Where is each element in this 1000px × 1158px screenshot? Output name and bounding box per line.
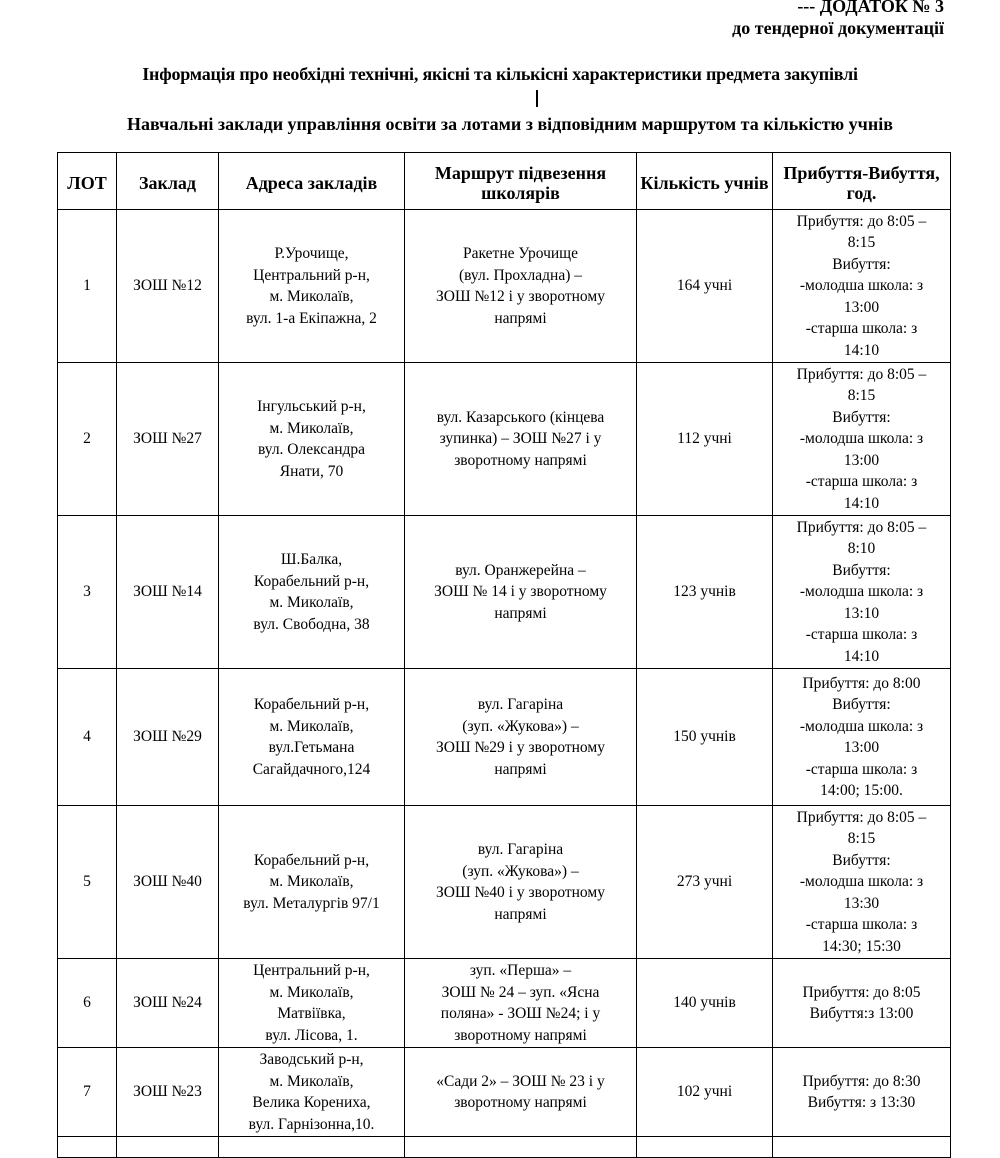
address-line: вул. Лісова, 1. [265,1026,358,1044]
address-line: вул. Свободна, 38 [253,615,370,633]
appendix-subtitle: до тендерної документації [732,18,944,38]
school-cell: ЗОШ №40 [117,806,219,959]
table-row [58,210,951,363]
address-line: Ш.Балка, [280,551,343,568]
address-cell [219,806,405,959]
route-line: зупинка) – ЗОШ №27 і у [439,430,602,448]
schedule-cell [773,1048,951,1137]
schedule-line: Прибуття: до 8:05 [802,983,921,1001]
schedule-line: 8:15 [847,387,876,405]
schedule-line: 13:00 [843,451,880,469]
empty-cell [405,1137,637,1158]
column-header-route: Маршрут підвезення школярів [405,153,637,210]
lot-cell: 5 [58,806,117,959]
column-header-lot: ЛОТ [58,153,117,210]
school-cell: ЗОШ №24 [117,959,219,1048]
route-line: поляна» - ЗОШ №24; і у [440,1005,601,1022]
empty-cell [219,1137,405,1158]
address-line: Корабельний р-н, [253,572,370,590]
lot-cell: 3 [58,516,117,669]
schedule-line: -старша школа: з [805,916,918,934]
route-line: ЗОШ №12 і у зворотному [436,288,605,305]
route-line: напрямі [494,760,547,778]
route-line: ЗОШ №29 і у зворотному [436,739,605,756]
address-line: вул. 1-а Екіпажна, 2 [246,309,377,327]
schedule-line: Прибуття: до 8:05 – [796,808,927,826]
route-line: (зуп. «Жукова») – [462,717,579,735]
address-line: м. Миколаїв, [269,983,354,1001]
schedule-line: Вибуття: [832,696,891,713]
school-cell: ЗОШ №29 [117,669,219,806]
schedule-line: 14:10 [843,494,880,512]
schedule-line: -молодша школа: з [799,717,924,735]
empty-cell [117,1137,219,1158]
route-line: Ракетне Урочище [463,245,578,262]
appendix-title: --- ДОДАТОК № 3 [797,0,944,16]
address-line: Корабельний р-н, [253,696,370,713]
schedule-line: 13:10 [843,604,880,622]
schedule-line: -молодша школа: з [799,583,924,601]
schedule-cell [773,210,951,363]
address-line: вул.Гетьмана [268,739,355,756]
address-line: Інгульський р-н, [257,398,366,415]
table-row [58,959,951,1048]
document-subtitle: Навчальні заклади управління освіти за лотами з відповідним маршрутом та кількістю учнів [127,114,893,134]
schedule-line: Вибуття: з 13:30 [807,1094,916,1111]
schedule-line: Вибуття: [832,255,891,273]
route-line: зворотному напрямі [454,1094,587,1111]
address-line: Корабельний р-н, [253,851,370,869]
school-cell: ЗОШ №27 [117,363,219,516]
lots-table [57,152,951,1158]
address-line: м. Миколаїв, [269,717,354,735]
address-cell [219,363,405,516]
schedule-cell [773,806,951,959]
route-line: напрямі [494,905,547,923]
route-line: ЗОШ №40 і у зворотному [436,884,605,901]
route-line: напрямі [494,309,547,327]
address-line: Р.Урочище, [274,245,349,262]
column-header-schedule: Прибуття-Вибуття, год. [773,153,951,210]
route-line: зуп. «Перша» – [469,962,572,979]
table-row [58,516,951,669]
schedule-line: Вибуття:з 13:00 [809,1005,914,1022]
schedule-cell [773,959,951,1048]
schedule-line: Прибуття: до 8:30 [802,1072,921,1090]
route-line: вул. Гагаріна [477,841,564,858]
route-line: вул. Казарського (кінцева [436,408,605,426]
route-cell [405,959,637,1048]
address-line: м. Миколаїв, [269,288,354,305]
route-line: ЗОШ № 24 – зуп. «Ясна [441,983,600,1001]
column-header-students: Кількість учнів [637,153,773,210]
route-line: (вул. Прохладна) – [458,266,583,284]
students-cell: 123 учнів [637,516,773,669]
empty-cell [773,1137,951,1158]
route-line: (зуп. «Жукова») – [462,862,579,880]
route-line: вул. Оранжерейна – [455,561,586,579]
route-cell [405,210,637,363]
address-cell [219,1048,405,1137]
school-cell: ЗОШ №12 [117,210,219,363]
schedule-line: 13:00 [843,739,880,756]
route-cell [405,1048,637,1137]
address-line: м. Миколаїв, [269,594,354,611]
lot-cell: 4 [58,669,117,806]
address-line: Центральний р-н, [253,962,370,979]
column-header-address: Адреса закладів [219,153,405,210]
schedule-cell [773,516,951,669]
route-line: «Сади 2» – ЗОШ № 23 і у [436,1072,605,1090]
address-line: Янати, 70 [279,462,344,480]
school-cell: ЗОШ №14 [117,516,219,669]
address-line: Матвіївка, [277,1005,346,1022]
address-line: вул. Гарнізонна,10. [248,1115,375,1133]
schedule-line: 14:10 [843,647,880,665]
address-line: Заводський р-н, [259,1051,364,1068]
lot-cell: 1 [58,210,117,363]
schedule-line: -старша школа: з [805,320,918,338]
column-header-school: Заклад [117,153,219,210]
schedule-line: -старша школа: з [805,626,918,644]
address-line: вул. Олександра [257,441,366,458]
schedule-line: Вибуття: [832,561,891,579]
schedule-line: 8:10 [847,540,876,558]
schedule-line: Прибуття: до 8:00 [802,674,921,692]
schedule-line: 14:10 [843,341,880,359]
schedule-line: 13:30 [843,894,880,912]
empty-cell [637,1137,773,1158]
table-row-continuation [58,1137,951,1158]
schedule-line: Прибуття: до 8:05 – [796,518,927,536]
schedule-line: Прибуття: до 8:05 – [796,365,927,383]
schedule-cell [773,363,951,516]
address-cell [219,669,405,806]
address-cell [219,959,405,1048]
schedule-line: Вибуття: [832,851,891,869]
route-line: ЗОШ № 14 і у зворотному [434,583,607,601]
address-line: м. Миколаїв, [269,419,354,437]
address-line: м. Миколаїв, [269,1072,354,1090]
address-line: Сагайдачного,124 [252,760,371,778]
route-cell [405,363,637,516]
schedule-line: -молодша школа: з [799,277,924,295]
route-cell [405,669,637,806]
schedule-line: 14:00; 15:00. [820,782,903,799]
address-line: Центральний р-н, [253,266,370,284]
schedule-line: -молодша школа: з [799,430,924,448]
schedule-line: -старша школа: з [805,473,918,491]
schedule-line: Вибуття: [832,408,891,426]
table-row [58,669,951,806]
students-cell: 140 учнів [637,959,773,1048]
document-title: Інформація про необхідні технічні, якісні та кількісні характеристики предмета закупівлі [142,64,858,84]
table-header-row [58,153,951,210]
schedule-line: -старша школа: з [805,760,918,778]
schedule-line: 13:00 [843,298,880,316]
lot-cell: 2 [58,363,117,516]
schedule-line: -молодша школа: з [799,873,924,891]
lot-cell: 6 [58,959,117,1048]
route-cell [405,516,637,669]
students-cell: 112 учні [637,363,773,516]
students-cell: 273 учні [637,806,773,959]
schedule-line: 8:15 [847,234,876,252]
route-line: зворотному напрямі [454,451,587,469]
schedule-cell [773,669,951,806]
address-line: Велика Корениха, [252,1094,371,1111]
text-cursor [536,90,538,107]
students-cell: 150 учнів [637,669,773,806]
table-row [58,806,951,959]
route-line: напрямі [494,604,547,622]
lot-cell: 7 [58,1048,117,1137]
address-cell [219,516,405,669]
schedule-line: Прибуття: до 8:05 – [796,212,927,230]
school-cell: ЗОШ №23 [117,1048,219,1137]
schedule-line: 14:30; 15:30 [822,937,901,955]
address-cell [219,210,405,363]
address-line: м. Миколаїв, [269,873,354,891]
route-line: вул. Гагаріна [477,696,564,713]
table-row [58,363,951,516]
table-row [58,1048,951,1137]
students-cell: 102 учні [637,1048,773,1137]
students-cell: 164 учні [637,210,773,363]
route-cell [405,806,637,959]
route-line: зворотному напрямі [454,1026,587,1044]
empty-cell [58,1137,117,1158]
schedule-line: 8:15 [847,830,876,848]
address-line: вул. Металургів 97/1 [243,894,380,912]
